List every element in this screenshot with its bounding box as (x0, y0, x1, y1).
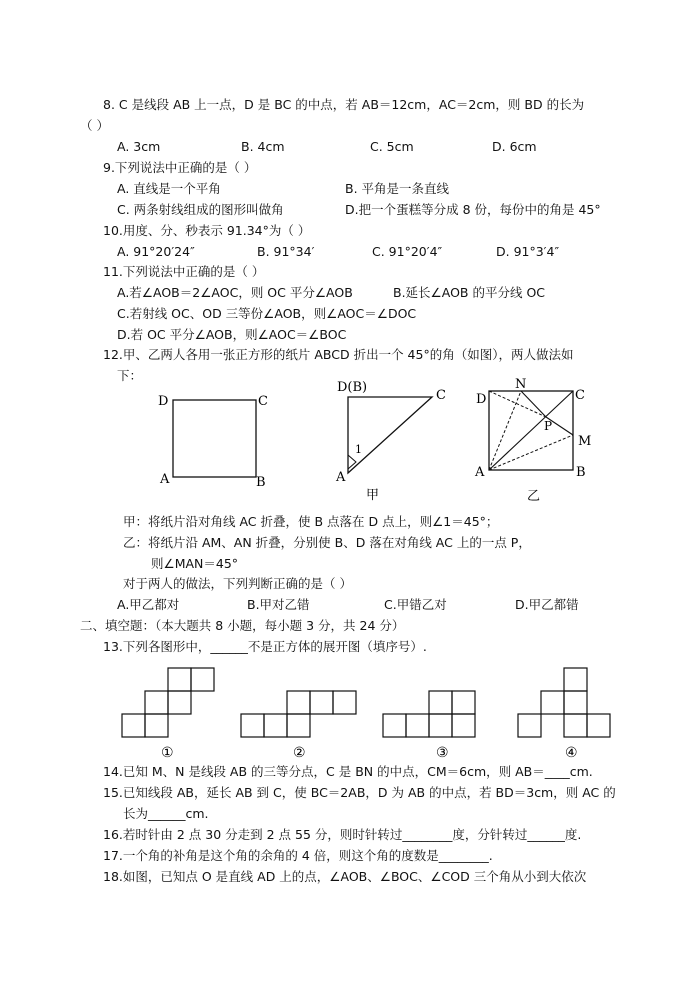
q11-option-d: D.若 OC 平分∠AOB，则∠AOC＝∠BOC (117, 327, 347, 342)
jia-caption: 甲 (366, 488, 380, 503)
square-label-d: D (158, 394, 169, 409)
jia-label-c: C (436, 388, 446, 403)
q9-option-b: B. 平角是一条直线 (345, 181, 450, 196)
q8-paren: （ ） (80, 118, 109, 133)
q10-option-c: C. 91°20′4″ (372, 244, 443, 259)
net-label-1: ① (161, 745, 174, 761)
net-label-3: ③ (436, 745, 449, 761)
q12-figure-yi (468, 375, 608, 507)
q13-stem: 13.下列各图形中，______不是正方体的展开图（填序号）. (103, 639, 427, 654)
q12-judge: 对于两人的做法，下列判断正确的是（ ） (123, 576, 352, 591)
q10-option-b: B. 91°34′ (257, 244, 315, 259)
section-2-heading: 二、填空题：（本大题共 8 小题，每小题 3 分，共 24 分） (80, 618, 405, 633)
q8-stem: 8. C 是线段 AB 上一点，D 是 BC 的中点，若 AB＝12cm，AC＝2cm，则 BD 的长为 (103, 97, 585, 112)
q10-option-d: D. 91°3′4″ (496, 244, 560, 259)
q9-option-a: A. 直线是一个平角 (117, 181, 221, 196)
q17-stem: 17.一个角的补角是这个角的余角的 4 倍，则这个角的度数是________. (103, 848, 493, 863)
q13-net-1 (120, 665, 230, 765)
yi-label-p: P (544, 419, 553, 433)
yi-label-d: D (476, 392, 487, 407)
jia-label-db: D(B) (337, 380, 368, 395)
q10-option-a: A. 91°20′24″ (117, 244, 195, 259)
net-label-2: ② (293, 745, 306, 761)
q11-option-c: C.若射线 OC、OD 三等份∠AOB，则∠AOC＝∠DOC (117, 306, 417, 321)
q11-option-a: A.若∠AOB＝2∠AOC，则 OC 平分∠AOB (117, 285, 353, 300)
q13-net-3 (380, 665, 490, 765)
q12-jia-method: 甲：将纸片沿对角线 AC 折叠，使 B 点落在 D 点上，则∠1＝45°； (123, 514, 499, 529)
square-label-c: C (258, 394, 268, 409)
yi-label-m: M (578, 434, 592, 449)
jia-angle-1: 1 (355, 443, 362, 456)
q9-option-c: C. 两条射线组成的图形叫做角 (117, 202, 284, 217)
q8-option-c: C. 5cm (370, 139, 414, 154)
q16-stem: 16.若时针由 2 点 30 分走到 2 点 55 分，则时针转过________度，分针转过______度. (103, 827, 582, 842)
jia-label-a: A (336, 470, 346, 485)
q13-net-4 (515, 665, 615, 765)
q12-figure-jia (330, 375, 460, 505)
q12-option-b: B.甲对乙错 (247, 597, 310, 612)
q9-stem: 9.下列说法中正确的是（ ） (103, 160, 257, 175)
q13-net-2 (238, 665, 363, 765)
q12-stem-line2: 下： (117, 368, 143, 383)
q14-stem: 14.已知 M、N 是线段 AB 的三等分点，C 是 BN 的中点，CM＝6cm，则 AB＝____cm. (103, 764, 593, 779)
yi-label-b: B (576, 465, 586, 480)
q12-figure-square (150, 385, 280, 490)
q8-option-b: B. 4cm (241, 139, 285, 154)
q12-option-d: D.甲乙都错 (515, 597, 579, 612)
q8-option-a: A. 3cm (117, 139, 161, 154)
q12-option-c: C.甲错乙对 (384, 597, 447, 612)
square-label-b: B (256, 475, 266, 490)
q15-stem-line1: 15.已知线段 AB，延长 AB 到 C，使 BC＝2AB，D 为 AB 的中点，若 BD＝3cm，则 AC 的 (103, 785, 616, 800)
q12-stem-line1: 12.甲、乙两人各用一张正方形的纸片 ABCD 折出一个 45°的角（如图），两人做法如 (103, 347, 574, 362)
q12-yi-method-line2: 则∠MAN＝45° (151, 556, 239, 571)
q18-stem: 18.如图，已知点 O 是直线 AD 上的点，∠AOB、∠BOC、∠COD 三个角从小到大依次 (103, 869, 587, 884)
q15-stem-line2: 长为______cm. (123, 806, 209, 821)
square-label-a: A (160, 472, 170, 487)
yi-label-c: C (575, 388, 585, 403)
net-label-4: ④ (565, 745, 578, 761)
q11-stem: 11.下列说法中正确的是（ ） (103, 264, 265, 279)
q9-option-d: D.把一个蛋糕等分成 8 份，每份中的角是 45° (345, 202, 601, 217)
q8-option-d: D. 6cm (492, 139, 537, 154)
q12-yi-method-line1: 乙：将纸片沿 AM、AN 折叠，分别使 B、D 落在对角线 AC 上的一点 P， (123, 535, 531, 550)
yi-caption: 乙 (527, 489, 541, 504)
yi-label-n: N (515, 377, 527, 392)
q11-option-b: B.延长∠AOB 的平分线 OC (393, 285, 546, 300)
q12-option-a: A.甲乙都对 (117, 597, 180, 612)
yi-label-a: A (475, 465, 485, 480)
q10-stem: 10.用度、分、秒表示 91.34°为（ ） (103, 223, 311, 238)
